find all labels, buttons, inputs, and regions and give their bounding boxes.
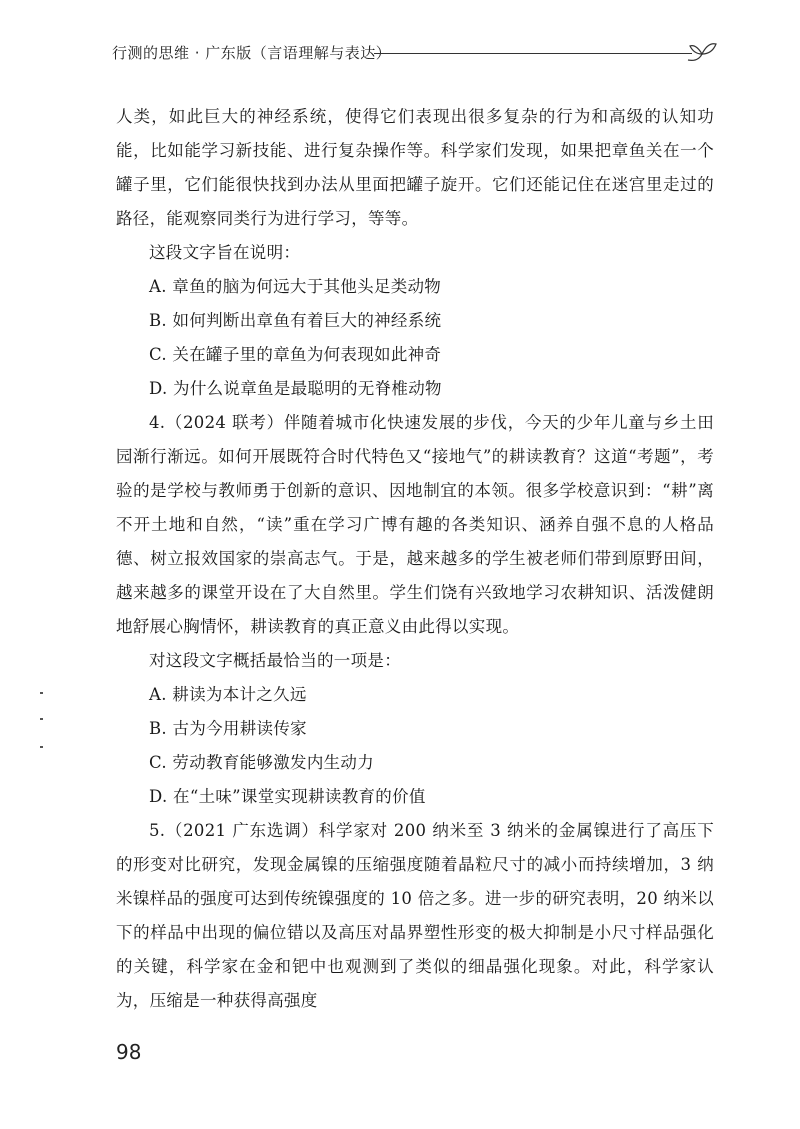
page-number: 98 bbox=[116, 1040, 142, 1064]
header-title: 行测的思维 · 广东版（言语理解与表达） bbox=[112, 44, 392, 62]
question-4-option-d: D. 在“土味”课堂实现耕读教育的价值 bbox=[149, 787, 426, 806]
question-3-option-b: B. 如何判断出章鱼有着巨大的神经系统 bbox=[149, 311, 442, 330]
question-3-option-d: D. 为什么说章鱼是最聪明的无脊椎动物 bbox=[149, 379, 442, 398]
running-header bbox=[112, 38, 712, 68]
margin-mark bbox=[40, 718, 43, 720]
question-4-prompt: 对这段文字概括最恰当的一项是： bbox=[149, 651, 401, 670]
sprout-icon bbox=[684, 38, 720, 64]
question-4-text: 4.（2024 联考）伴随着城市化快速发展的步伐，今天的少年儿童与乡土田园渐行渐远。如何开展既符合时代特色又“接地气”的耕读教育？这道“考题”，考验的是学校与教师勇于创新的意识、因地制宜的本领。很多学校意识到：“耕”离不开土地和自然，“读”重在学习广博有趣的各类知识、涵养自强不息的人格品德、树立报效国家的崇高志气。于是，越来越多的学生被老师们带到原野田间，越来越多的课堂开设在了大自然里。学生们饶有兴致地学习农耕知识、活泼健朗地舒展心胸情怀，耕读教育的真正意义由此得以实现。 bbox=[116, 413, 714, 636]
page-content bbox=[116, 100, 714, 1018]
question-4-option-a: A. 耕读为本计之久远 bbox=[149, 685, 307, 704]
question-3-prompt: 这段文字旨在说明： bbox=[149, 243, 301, 262]
header-rule bbox=[374, 53, 692, 54]
question-3-option-a: A. 章鱼的脑为何远大于其他头足类动物 bbox=[149, 277, 442, 296]
question-4-option-b: B. 古为今用耕读传家 bbox=[149, 719, 307, 738]
margin-mark bbox=[40, 692, 43, 694]
margin-mark bbox=[40, 746, 43, 748]
paragraph-continued: 人类，如此巨大的神经系统，使得它们表现出很多复杂的行为和高级的认知功能，比如能学习新技能、进行复杂操作等。科学家们发现，如果把章鱼关在一个罐子里，它们能很快找到办法从里面把罐子旋开。它们还能记住在迷宫里走过的路径，能观察同类行为进行学习，等等。 bbox=[116, 107, 714, 228]
question-4-option-c: C. 劳动教育能够激发内生动力 bbox=[149, 753, 375, 772]
question-3-option-c: C. 关在罐子里的章鱼为何表现如此神奇 bbox=[149, 345, 442, 364]
question-5-text: 5.（2021 广东选调）科学家对 200 纳米至 3 纳米的金属镍进行了高压下的形变对比研究，发现金属镍的压缩强度随着晶粒尺寸的减小而持续增加，3 纳米镍样品的强度可达到传统镍强度的 10 倍之多。进一步的研究表明，20 纳米以下的样品中出现的偏位错以及高压对晶界塑性形变的极大抑制是小尺寸样品强化的关键，科学家在金和钯中也观测到了类似的细晶强化现象。对此，科学家认为，压缩是一种获得高强度 bbox=[116, 821, 714, 1010]
